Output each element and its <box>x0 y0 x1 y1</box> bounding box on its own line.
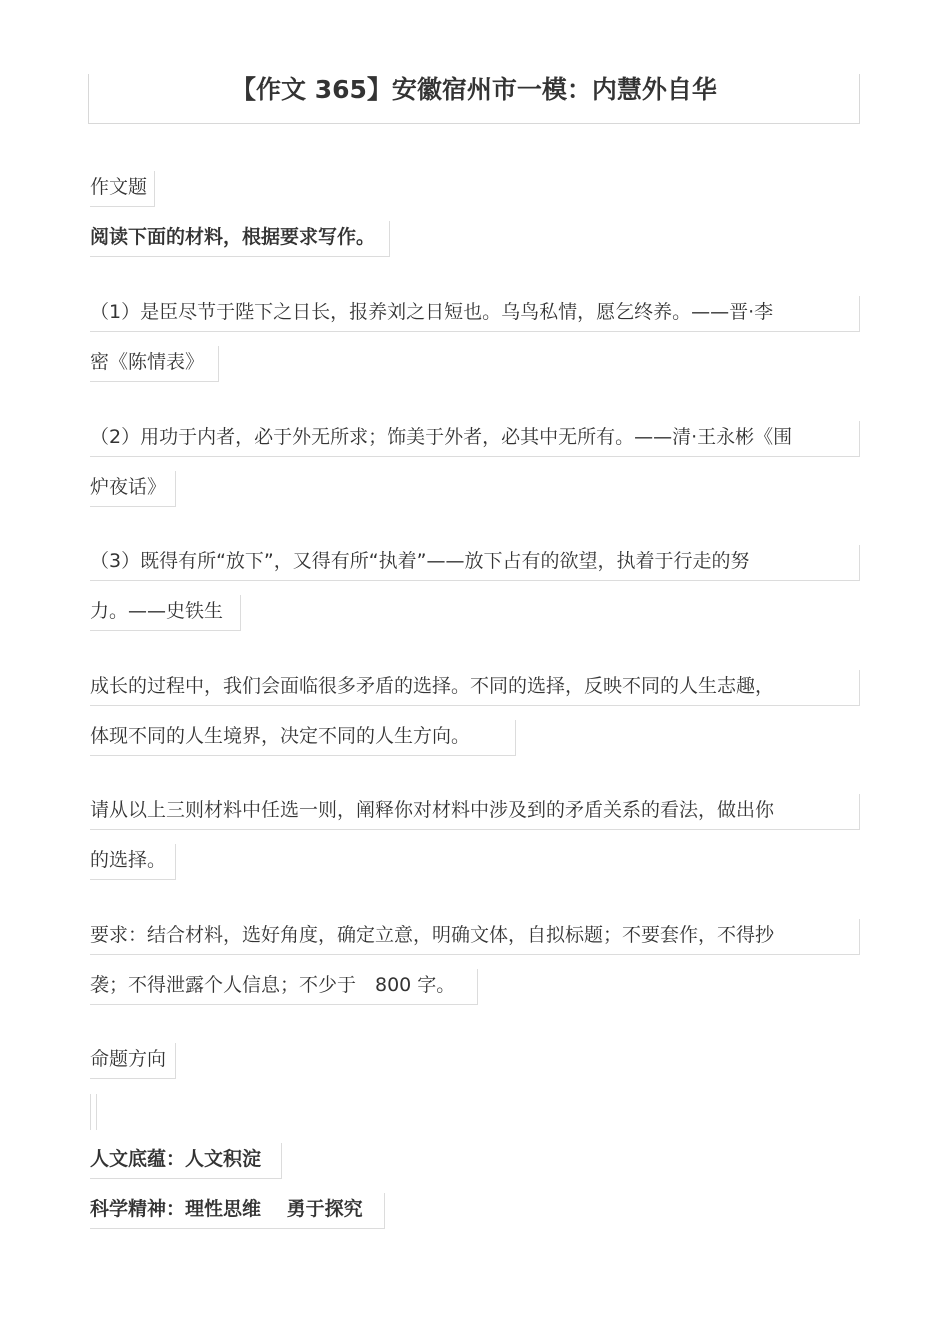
material-2-line-1 <box>90 421 860 457</box>
context-line-2 <box>90 720 516 756</box>
context-text-1: 成长的过程中，我们会面临很多矛盾的选择。不同的选择，反映不同的人生志趣， <box>90 675 775 697</box>
requirement-line-1 <box>90 919 860 955</box>
requirement-text-1: 要求：结合材料，选好角度，确定立意，明确文体，自拟标题；不要套作，不得抄 <box>90 924 775 946</box>
direction-1-text: 人文底蕴：人文积淀 <box>90 1148 262 1170</box>
material-3-line-1 <box>90 545 860 581</box>
heading-prompt-line <box>90 171 155 207</box>
instruction-line <box>90 221 390 257</box>
material-1-text-1: （1）是臣尽节于陛下之日长，报养刘之日短也。乌鸟私情，愿乞终养。——晋·李 <box>90 301 774 323</box>
heading-prompt: 作文题 <box>90 176 148 198</box>
requirement-text-2: 袭；不得泄露个人信息；不少于 800 字。 <box>90 974 456 996</box>
task-line-1 <box>90 794 860 830</box>
heading-direction: 命题方向 <box>90 1048 167 1070</box>
direction-1-line <box>90 1143 282 1179</box>
title-box <box>88 74 860 124</box>
context-line-1 <box>90 670 860 706</box>
task-text-1: 请从以上三则材料中任选一则，阐释你对材料中涉及到的矛盾关系的看法，做出你 <box>90 799 775 821</box>
material-3-text-1: （3）既得有所“放下”，又得有所“执着”——放下占有的欲望，执着于行走的努 <box>90 550 750 572</box>
material-2-text-1: （2）用功于内者，必于外无所求；饰美于外者，必其中无所有。——清·王永彬《围 <box>90 426 793 448</box>
direction-2-text: 科学精神：理性思维 勇于探究 <box>90 1198 363 1220</box>
material-1-text-2: 密《陈情表》 <box>90 351 205 373</box>
empty-paragraph-marker <box>90 1094 97 1130</box>
task-line-2 <box>90 844 176 880</box>
direction-2-line <box>90 1193 385 1229</box>
page-title: 【作文 365】安徽宿州市一模：内慧外自华 <box>231 75 717 104</box>
instruction-text: 阅读下面的材料，根据要求写作。 <box>90 226 376 248</box>
material-2-line-2 <box>90 471 176 507</box>
requirement-line-2 <box>90 969 478 1005</box>
material-1-line-2 <box>90 346 219 382</box>
heading-direction-line <box>90 1043 176 1079</box>
material-3-text-2: 力。——史铁生 <box>90 600 224 622</box>
context-text-2: 体现不同的人生境界，决定不同的人生方向。 <box>90 725 471 747</box>
task-text-2: 的选择。 <box>90 849 167 871</box>
material-1-line-1 <box>90 296 860 332</box>
material-3-line-2 <box>90 595 241 631</box>
material-2-text-2: 炉夜话》 <box>90 476 167 498</box>
